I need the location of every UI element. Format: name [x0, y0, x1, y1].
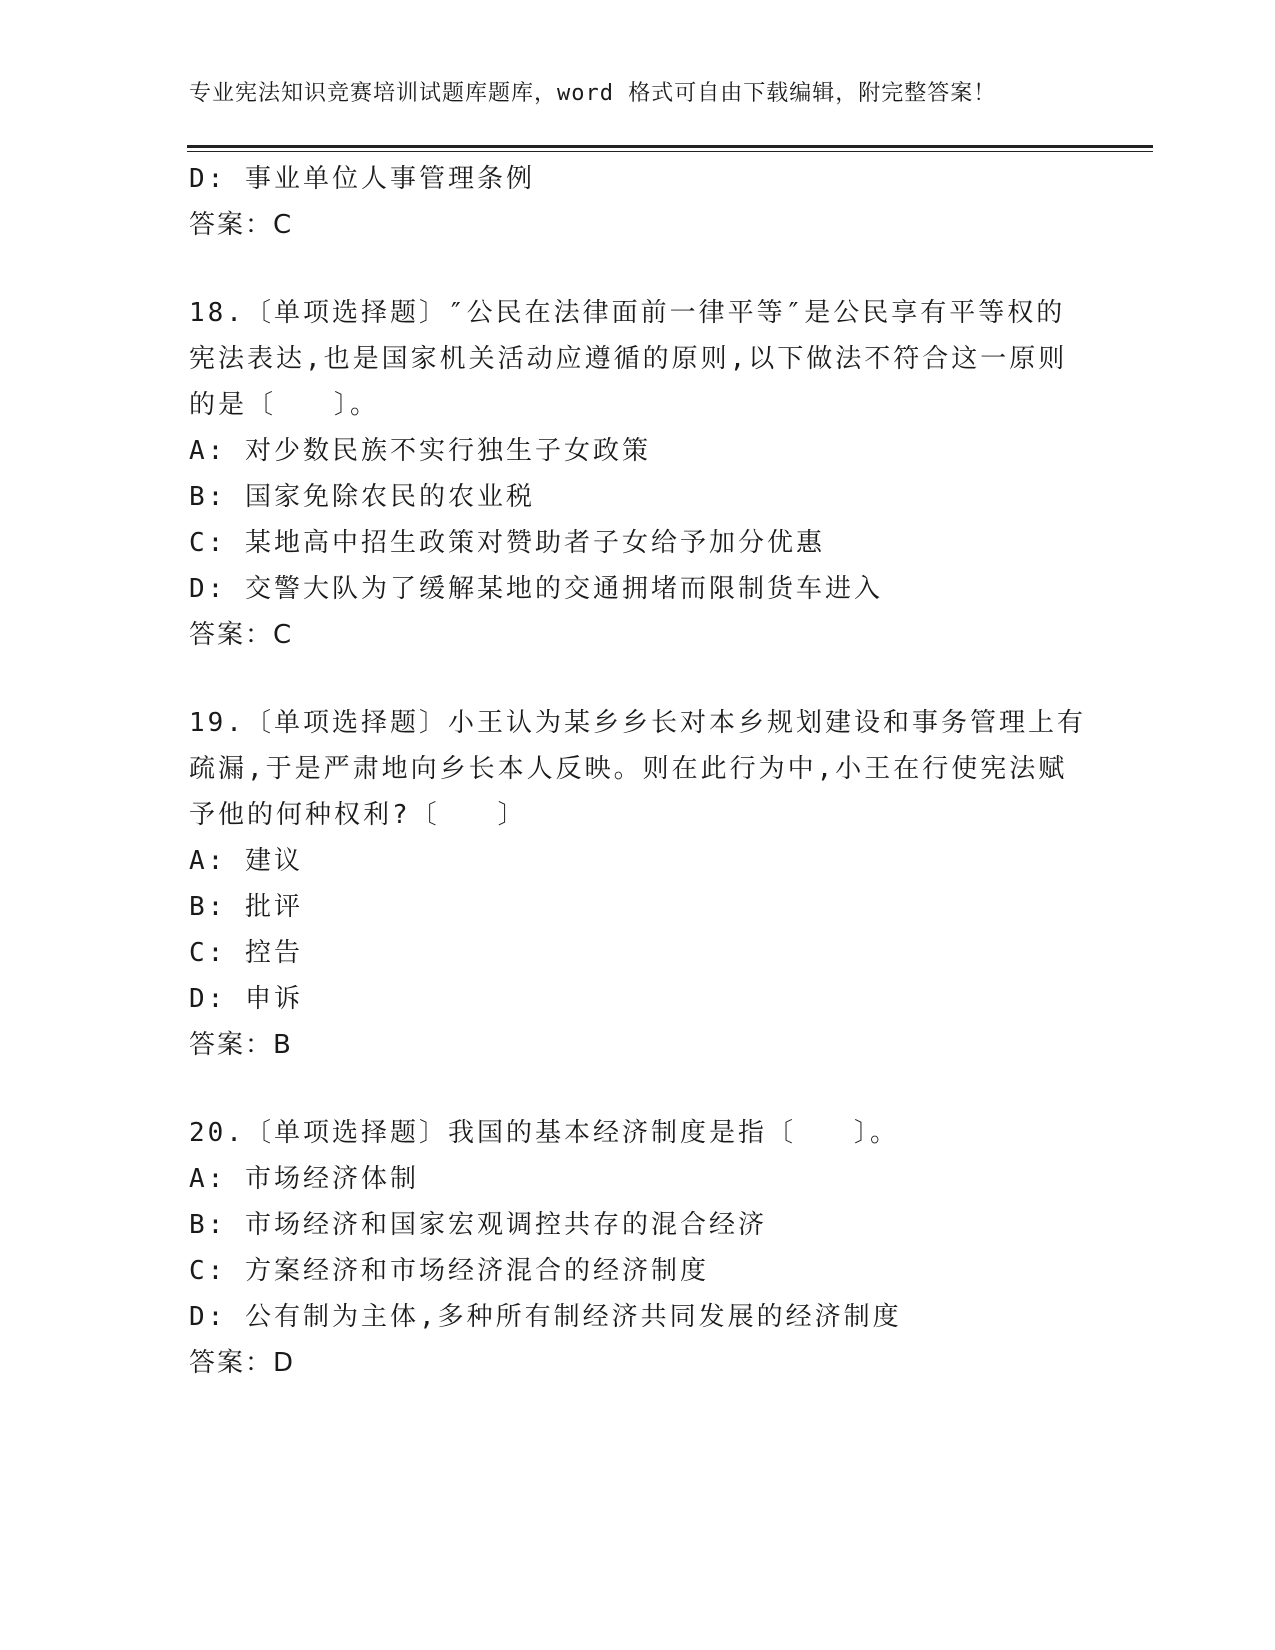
question-19 — [189, 700, 1089, 1068]
option-d: D: 交警大队为了缓解某地的交通拥堵而限制货车进入 — [189, 574, 883, 604]
answer-line: 答案：C — [189, 620, 294, 650]
spacer — [189, 248, 1089, 290]
option-b: B: 市场经济和国家宏观调控共存的混合经济 — [189, 1210, 767, 1240]
spacer — [189, 658, 1089, 700]
option-a: A: 市场经济体制 — [189, 1164, 419, 1194]
option-a: A: 建议 — [189, 846, 303, 876]
question-text-line: 19.〔单项选择题〕小王认为某乡乡长对本乡规划建设和事务管理上有 — [189, 708, 1086, 738]
question-text-line: 宪法表达,也是国家机关活动应遵循的原则,以下做法不符合这一原则 — [189, 344, 1068, 374]
question-18 — [189, 290, 1089, 658]
option-a: A: 对少数民族不实行独生子女政策 — [189, 436, 651, 466]
answer-line: 答案：B — [189, 1030, 293, 1060]
question-text-line: 的是〔 〕。 — [189, 390, 380, 420]
question-text-line: 20.〔单项选择题〕我国的基本经济制度是指〔 〕。 — [189, 1118, 899, 1148]
option-c: C: 方案经济和市场经济混合的经济制度 — [189, 1256, 709, 1286]
question-text-line: 疏漏,于是严肃地向乡长本人反映。则在此行为中,小王在行使宪法赋 — [189, 754, 1068, 784]
question-text-line: 18.〔单项选择题〕″公民在法律面前一律平等″是公民享有平等权的 — [189, 298, 1066, 328]
option-d: D: 事业单位人事管理条例 — [189, 164, 535, 194]
spacer — [189, 1068, 1089, 1110]
option-d: D: 公有制为主体,多种所有制经济共同发展的经济制度 — [189, 1302, 902, 1332]
option-d: D: 申诉 — [189, 984, 303, 1014]
header-divider-thin — [187, 151, 1153, 152]
option-c: C: 控告 — [189, 938, 303, 968]
answer-line: 答案：D — [189, 1348, 296, 1378]
page-header: 专业宪法知识竞赛培训试题库题库，word 格式可自由下载编辑，附完整答案！ — [189, 81, 997, 106]
header-divider — [187, 145, 1153, 148]
question-20 — [189, 1110, 1089, 1386]
option-b: B: 批评 — [189, 892, 303, 922]
option-b: B: 国家免除农民的农业税 — [189, 482, 535, 512]
question-list — [189, 156, 1089, 1386]
option-c: C: 某地高中招生政策对赞助者子女给予加分优惠 — [189, 528, 825, 558]
answer-line: 答案：C — [189, 210, 294, 240]
question-text-line: 予他的何种权利?〔 〕 — [189, 800, 527, 830]
